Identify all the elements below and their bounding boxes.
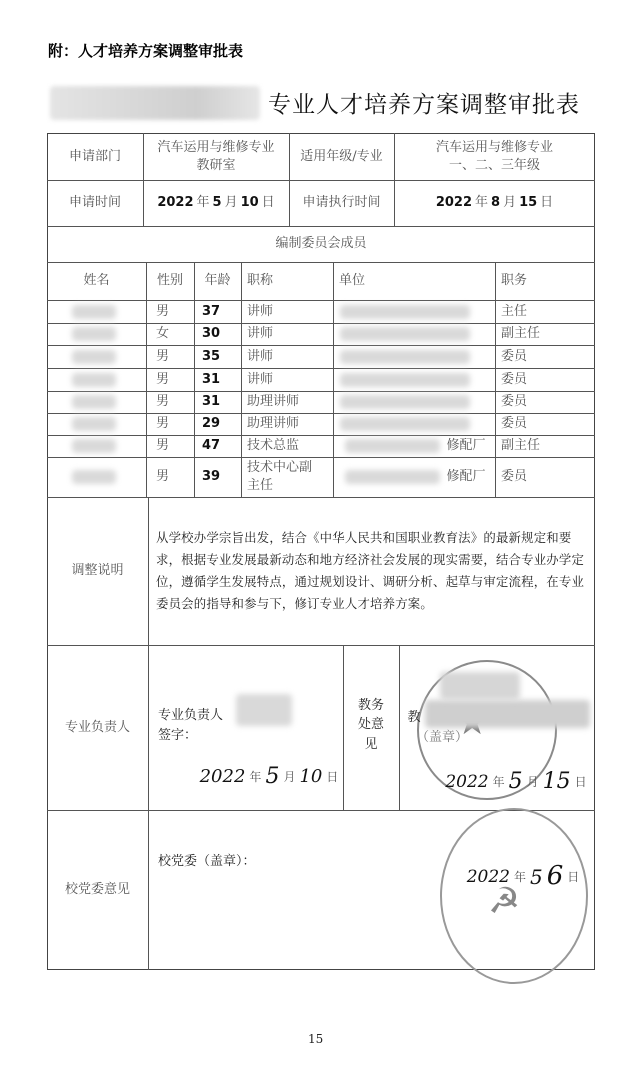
apply-month: 5: [212, 195, 222, 211]
committee-section-title: 编制委员会成员: [275, 236, 367, 252]
member-gender: 男: [156, 438, 170, 454]
month-unit: 月: [526, 774, 539, 789]
redacted-name: [72, 373, 116, 387]
adjustment-text: 从学校办学宗旨出发，结合《中华人民共和国职业教育法》的最新规定和要求，根据专业发展最新动态和地方经济社会发展的现实需要，结合专业办学定位，遵循学生发展特点，通过规划设计、调研分析、起草与审定流程，在专业委员会的指导和参与下，修订专业人才培养方案。: [156, 530, 585, 611]
member-age: 30: [202, 326, 221, 342]
exec-year: 2022: [435, 195, 472, 211]
redacted-unit: [340, 395, 470, 409]
year-unit: 年: [492, 774, 505, 789]
academic-date-month: 5: [508, 769, 523, 795]
academic-sign-prefix: 教: [407, 710, 421, 726]
member-gender: 男: [156, 469, 170, 485]
form-title: 专业人才培养方案调整审批表: [268, 92, 580, 118]
member-gender: 男: [156, 416, 170, 432]
exec-month: 8: [491, 195, 501, 211]
academic-label-line3: 见: [364, 736, 378, 752]
redacted-name: [72, 305, 116, 319]
year-unit: 年: [249, 769, 262, 784]
year-unit: 年: [196, 195, 210, 211]
redacted-name: [72, 350, 116, 364]
academic-date-day: 15: [542, 769, 571, 795]
lead-date-year: 2022: [199, 765, 246, 787]
party-sign: 校党委（盖章）：: [158, 854, 256, 870]
col-divider: [399, 645, 400, 810]
member-title: 讲师: [247, 326, 274, 342]
redacted-name: [72, 327, 116, 341]
member-title: 助理讲师: [247, 394, 300, 410]
party-date-day: 6: [546, 861, 564, 892]
header-age: 年龄: [204, 273, 231, 289]
member-role: 委员: [501, 469, 528, 485]
redacted-unit: [340, 417, 470, 431]
appendix-heading: 附：人才培养方案调整审批表: [48, 42, 244, 60]
lead-label: 专业负责人: [64, 719, 130, 735]
member-unit-suffix: 修配厂: [446, 438, 486, 454]
page-number: 15: [308, 1032, 324, 1046]
redacted-name: [72, 439, 116, 453]
member-role: 副主任: [501, 326, 541, 342]
redacted-name: [72, 470, 116, 484]
redacted-unit: [340, 373, 470, 387]
grade-major-line2: 一、二、三年级: [448, 157, 540, 173]
party-date-month: 5: [529, 864, 543, 889]
grade-major-label: 适用年级/专业: [300, 148, 383, 164]
grade-major-value: [394, 133, 595, 180]
member-age: 31: [202, 394, 221, 410]
member-age: 39: [202, 469, 221, 485]
month-unit: 月: [283, 769, 296, 784]
header-unit: 单位: [339, 273, 366, 289]
header-role: 职务: [501, 273, 528, 289]
apply-time-label: 申请时间: [68, 195, 121, 211]
redacted-signature: [236, 694, 292, 726]
member-role: 委员: [501, 371, 528, 387]
member-gender: 男: [156, 303, 170, 319]
exec-day: 15: [519, 195, 538, 211]
academic-date: [440, 765, 592, 799]
member-title: 讲师: [247, 371, 274, 387]
member-unit-suffix: 修配厂: [446, 469, 486, 485]
redacted-name: [72, 395, 116, 409]
member-role: 委员: [501, 348, 528, 364]
year-unit: 年: [475, 195, 489, 211]
member-title: 助理讲师: [247, 416, 300, 432]
member-title: 讲师: [247, 348, 274, 364]
member-role: 主任: [501, 303, 528, 319]
member-age: 47: [202, 438, 221, 454]
academic-label-line2: 处意: [357, 717, 384, 733]
header-name: 姓名: [83, 273, 110, 289]
member-gender: 女: [156, 326, 170, 342]
member-role: 委员: [501, 394, 528, 410]
apply-year: 2022: [157, 195, 194, 211]
academic-sign-paren: （盖章）: [415, 730, 468, 746]
lead-date-day: 10: [299, 765, 323, 787]
member-age: 35: [202, 348, 221, 364]
member-age: 29: [202, 416, 221, 432]
month-unit: 月: [224, 195, 238, 211]
member-gender: 男: [156, 371, 170, 387]
day-unit: 日: [540, 195, 554, 211]
academic-label-line1: 教务: [357, 697, 384, 713]
academic-label: [343, 690, 399, 760]
redacted-unit: [345, 439, 440, 453]
member-age: 31: [202, 371, 221, 387]
hammer-sickle-icon: ☭: [488, 881, 521, 922]
apply-dept-line1: 汽车运用与维修专业: [157, 139, 275, 155]
day-unit: 日: [326, 769, 339, 784]
redacted-unit: [345, 470, 440, 484]
redacted-school-name: [50, 86, 260, 120]
month-unit: 月: [503, 195, 517, 211]
party-date: [450, 860, 596, 894]
lead-date-month: 5: [265, 764, 280, 790]
apply-day: 10: [240, 195, 259, 211]
member-title: 讲师: [247, 303, 274, 319]
redacted-unit: [340, 350, 470, 364]
adjustment-label: 调整说明: [71, 563, 124, 579]
day-unit: 日: [567, 869, 580, 884]
redacted-stamp-text: [440, 672, 520, 700]
exec-time-value: [394, 180, 595, 226]
party-date-year: 2022: [466, 866, 510, 887]
member-role: 委员: [501, 416, 528, 432]
member-role: 副主任: [501, 438, 541, 454]
lead-sign-line1: 专业负责人: [158, 708, 224, 724]
member-title: 技术中心副主任: [247, 460, 313, 493]
academic-date-year: 2022: [445, 771, 489, 792]
header-gender: 性别: [156, 273, 183, 289]
redacted-stamp-text: [425, 700, 590, 728]
day-unit: 日: [261, 195, 275, 211]
redacted-unit: [340, 327, 470, 341]
col-divider: [148, 497, 149, 970]
apply-dept-label: 申请部门: [68, 148, 121, 164]
member-gender: 男: [156, 394, 170, 410]
member-title: 技术总监: [247, 438, 300, 454]
redacted-name: [72, 417, 116, 431]
lead-date: [198, 760, 340, 794]
day-unit: 日: [574, 774, 587, 789]
lead-sign-line2: 签字：: [158, 728, 198, 744]
exec-time-label: 申请执行时间: [302, 195, 381, 211]
apply-time-value: [143, 180, 289, 226]
member-gender: 男: [156, 348, 170, 364]
grade-major-line1: 汽车运用与维修专业: [435, 139, 553, 155]
apply-dept-value: [143, 133, 289, 180]
party-label: 校党委意见: [64, 882, 130, 898]
apply-dept-line2: 教研室: [196, 157, 236, 173]
redacted-unit: [340, 305, 470, 319]
year-unit: 年: [513, 869, 526, 884]
header-title: 职称: [247, 273, 274, 289]
member-age: 37: [202, 303, 221, 319]
